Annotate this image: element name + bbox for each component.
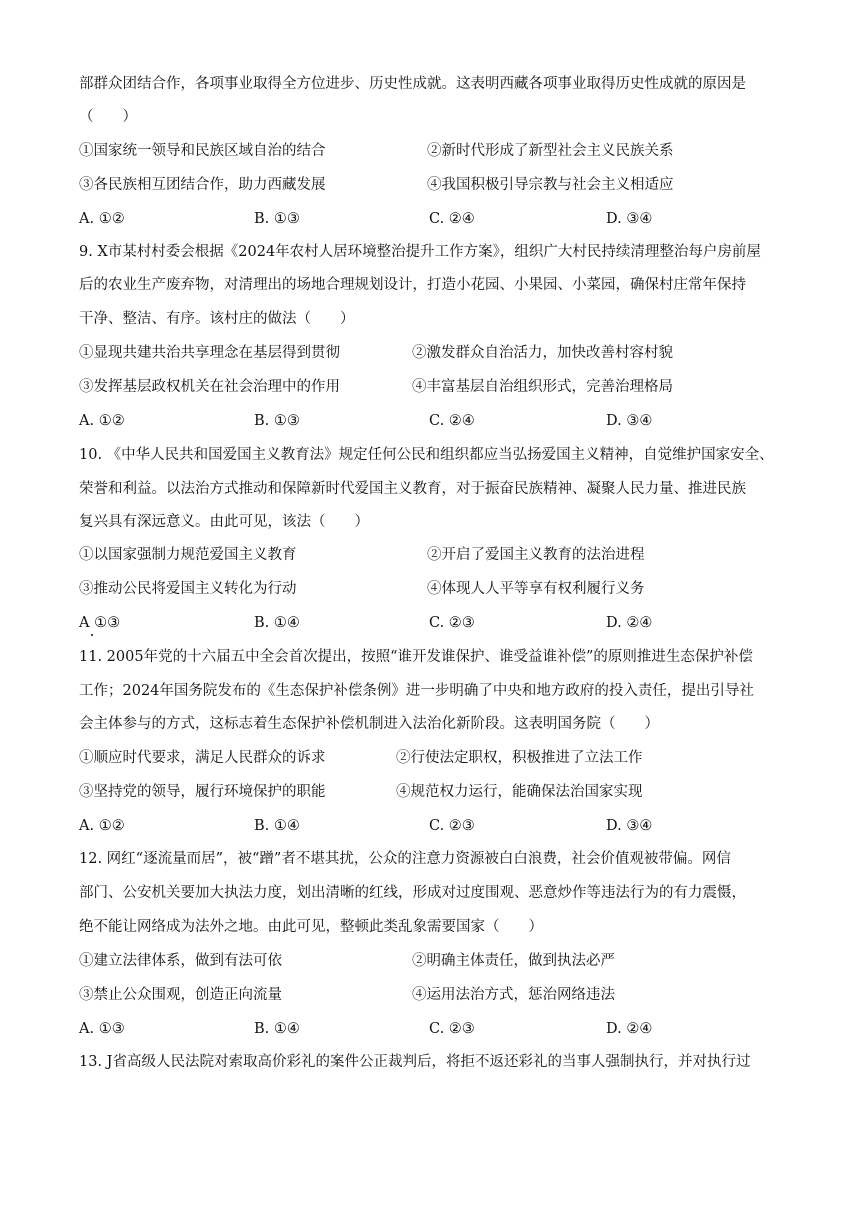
answer-a: A. ①② bbox=[79, 818, 125, 834]
question-8-blank: （ ） bbox=[79, 109, 137, 125]
option-1: ①显现共建共治共享理念在基层得到贯彻 bbox=[79, 345, 340, 361]
answer-d: D. ②④ bbox=[606, 615, 653, 631]
option-1: ①建立法律体系，做到有法可依 bbox=[79, 953, 282, 969]
answer-a: A. ①② bbox=[79, 211, 125, 227]
option-4: ④规范权力运行，能确保法治国家实现 bbox=[396, 784, 643, 800]
question-9-answers bbox=[79, 411, 779, 431]
question-9-text-line-3: 干净、整洁、有序。该村庄的做法（ ） bbox=[79, 311, 355, 327]
answer-a: A ①③ bbox=[79, 615, 121, 631]
answer-c: C. ②④ bbox=[429, 413, 475, 429]
question-10-text-line-3: 复兴具有深远意义。由此可见，该法（ ） bbox=[79, 514, 369, 530]
question-11-text-line-1: 11. 2005年党的十六届五中全会首次提出，按照“谁开发谁保护、谁受益谁补偿”的原则推进生态保护补偿 bbox=[79, 649, 753, 665]
question-8-options-row-1 bbox=[79, 141, 779, 161]
question-10-text-line-1: 10. 《中华人民共和国爱国主义教育法》规定任何公民和组织都应当弘扬爱国主义精神，自觉维护国家安全、 bbox=[79, 447, 774, 463]
option-3: ③发挥基层政权机关在社会治理中的作用 bbox=[79, 379, 340, 395]
answer-c: C. ②③ bbox=[429, 615, 475, 631]
question-11-answers bbox=[79, 816, 779, 836]
answer-b: B. ①③ bbox=[254, 211, 300, 227]
option-1: ①国家统一领导和民族区域自治的结合 bbox=[79, 143, 326, 159]
option-3: ③推动公民将爱国主义转化为行动 bbox=[79, 581, 297, 597]
option-3: ③坚持党的领导，履行环境保护的职能 bbox=[79, 784, 326, 800]
question-12-text-line-3: 绝不能让网络成为法外之地。由此可见，整顿此类乱象需要国家（ ） bbox=[79, 919, 543, 935]
question-11-options-row-1 bbox=[79, 748, 779, 768]
answer-b: B. ①④ bbox=[254, 1021, 300, 1037]
answer-d: D. ②④ bbox=[606, 1021, 653, 1037]
answer-c: C. ②③ bbox=[429, 1021, 475, 1037]
option-2: ②激发群众自治活力，加快改善村容村貌 bbox=[412, 345, 673, 361]
answer-d: D. ③④ bbox=[606, 413, 653, 429]
question-11-text-line-2: 工作；2024年国务院发布的《生态保护补偿条例》进一步明确了中央和地方政府的投入责任，提出引导社 bbox=[79, 683, 754, 699]
question-9-text-line-1: 9. X市某村村委会根据《2024年农村人居环境整治提升工作方案》，组织广大村民持续清理整治每户房前屋 bbox=[79, 244, 761, 260]
question-12-options-row-1 bbox=[79, 951, 779, 971]
question-12-answers bbox=[79, 1019, 779, 1039]
answer-a: A. ①② bbox=[79, 413, 125, 429]
question-12-text-line-1: 12. 网红“逐流量而居”，被“蹭”者不堪其扰，公众的注意力资源被白白浪费，社会价值观被带偏。网信 bbox=[79, 851, 731, 867]
option-2: ②明确主体责任，做到执法必严 bbox=[412, 953, 615, 969]
question-8-options-row-2 bbox=[79, 175, 779, 195]
answer-c: C. ②④ bbox=[429, 211, 475, 227]
answer-b: B. ①④ bbox=[254, 818, 300, 834]
option-1: ①顺应时代要求，满足人民群众的诉求 bbox=[79, 750, 326, 766]
option-4: ④我国积极引导宗教与社会主义相适应 bbox=[427, 177, 674, 193]
option-3: ③各民族相互团结合作，助力西藏发展 bbox=[79, 177, 326, 193]
question-8-answers bbox=[79, 209, 779, 229]
question-9-options-row-1 bbox=[79, 343, 779, 363]
question-12-text-line-2: 部门、公安机关要加大执法力度，划出清晰的红线，形成对过度围观、恶意炒作等违法行为的有力震慑， bbox=[79, 885, 746, 901]
answer-a: A. ①③ bbox=[79, 1021, 125, 1037]
question-8-text-line-1: 部群众团结合作，各项事业取得全方位进步、历史性成就。这表明西藏各项事业取得历史性成就的原因是 bbox=[79, 76, 746, 92]
option-4: ④体现人人平等享有权利履行义务 bbox=[427, 581, 645, 597]
answer-d: D. ③④ bbox=[606, 211, 653, 227]
option-3: ③禁止公众围观，创造正向流量 bbox=[79, 987, 282, 1003]
question-10-options-row-1 bbox=[79, 545, 779, 565]
option-2: ②行使法定职权，积极推进了立法工作 bbox=[396, 750, 643, 766]
option-4: ④运用法治方式，惩治网络违法 bbox=[412, 987, 615, 1003]
question-10-text-line-2: 荣誉和利益。以法治方式推动和保障新时代爱国主义教育，对于振奋民族精神、凝聚人民力量、推进民族 bbox=[79, 481, 746, 497]
answer-b: B. ①③ bbox=[254, 413, 300, 429]
answer-b: B. ①④ bbox=[254, 615, 300, 631]
option-2: ②新时代形成了新型社会主义民族关系 bbox=[427, 143, 674, 159]
answer-c: C. ②③ bbox=[429, 818, 475, 834]
stray-dot-mark bbox=[91, 634, 93, 636]
option-2: ②开启了爱国主义教育的法治进程 bbox=[427, 547, 645, 563]
option-1: ①以国家强制力规范爱国主义教育 bbox=[79, 547, 297, 563]
question-11-text-line-3: 会主体参与的方式，这标志着生态保护补偿机制进入法治化新阶段。这表明国务院（ ） bbox=[79, 716, 659, 732]
question-9-options-row-2 bbox=[79, 377, 779, 397]
question-9-text-line-2: 后的农业生产废弃物，对清理出的场地合理规划设计，打造小花园、小果园、小菜园，确保村庄常年保持 bbox=[79, 277, 746, 293]
question-10-answers bbox=[79, 613, 779, 633]
answer-d: D. ③④ bbox=[606, 818, 653, 834]
question-13-text-line-1: 13. J省高级人民法院对索取高价彩礼的案件公正裁判后，将拒不返还彩礼的当事人强制执行，并对执行过 bbox=[79, 1054, 751, 1070]
option-4: ④丰富基层自治组织形式，完善治理格局 bbox=[412, 379, 673, 395]
question-10-options-row-2 bbox=[79, 579, 779, 599]
question-12-options-row-2 bbox=[79, 985, 779, 1005]
question-11-options-row-2 bbox=[79, 782, 779, 802]
